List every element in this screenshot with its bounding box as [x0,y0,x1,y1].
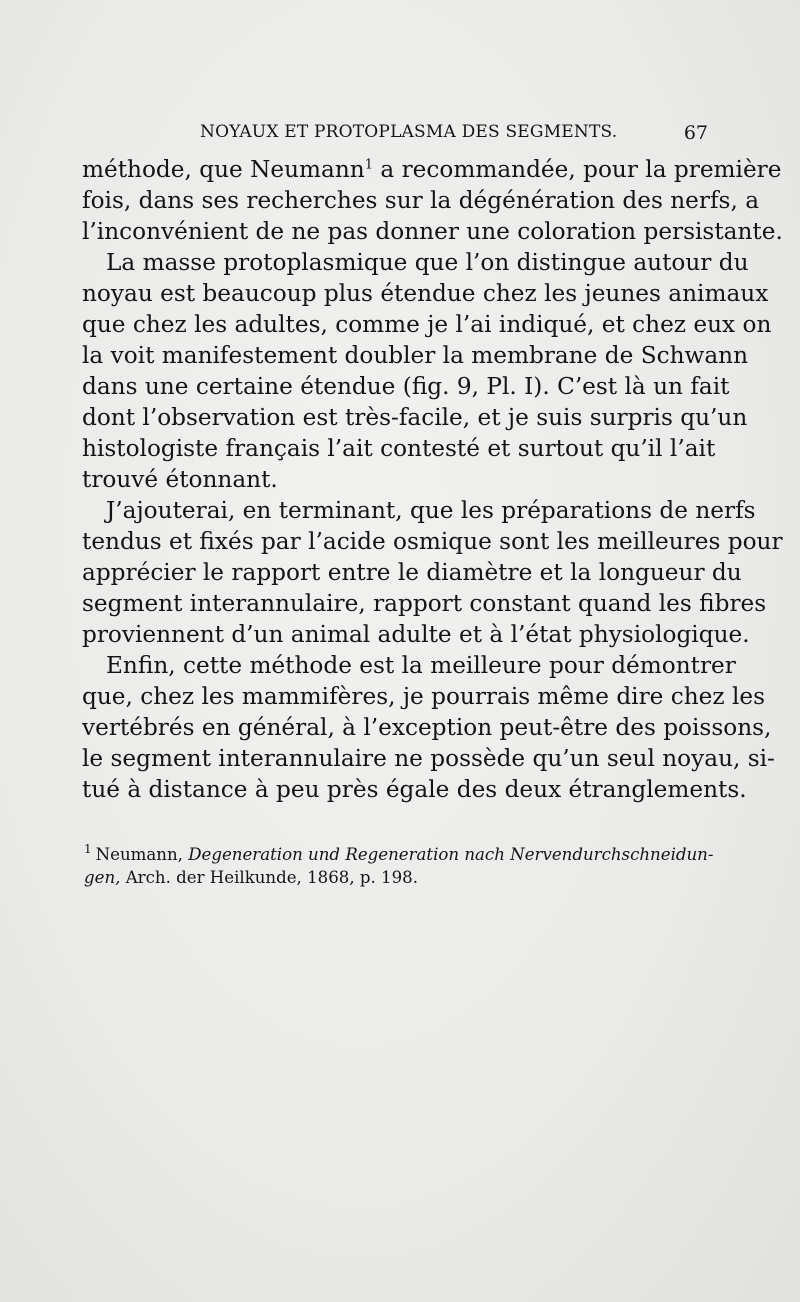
text-line: que chez les adultes, comme je l’ai indiqué, et chez eux on [82,311,772,338]
footnote-citation: Arch. der Heilkunde, 1868, p. 198. [125,868,419,887]
footnote-title-continued: gen, [84,868,121,887]
footnote-reference: 1 [364,157,374,173]
paragraph-2 [82,247,772,495]
footnote-title: Degeneration und Regeneration nach Nervendurchschneidun- [188,845,714,864]
footnote-author: Neumann, [95,845,183,864]
text-line: le segment interannulaire ne possède qu’un seul noyau, si- [82,745,775,772]
footnote-line [84,842,714,866]
footnote-mark: 1 [84,842,92,857]
text-line: La masse protoplasmique que l’on distingue autour du [106,249,749,276]
text-line: tué à distance à peu près égale des deux étranglements. [82,776,747,803]
text-line: fois, dans ses recherches sur la dégénération des nerfs, a [82,187,760,214]
text-line: apprécier le rapport entre le diamètre et la longueur du [82,559,742,586]
running-title: NOYAUX ET PROTOPLASMA DES SEGMENTS. [200,122,618,142]
body-text [82,154,783,805]
text-line: dans une certaine étendue (fig. 9, Pl. I). C’est là un fait [82,373,730,400]
text-line: histologiste français l’ait contesté et surtout qu’il l’ait [82,435,716,462]
footnote-line [84,866,708,889]
paragraph-3 [82,495,783,650]
paragraph-4 [82,650,775,805]
text-line: vertébrés en général, à l’exception peut-être des poissons, [82,714,772,741]
text-line: J’ajouterai, en terminant, que les préparations de nerfs [106,497,756,524]
page-number: 67 [683,122,708,144]
footnote [84,842,714,889]
text-line: la voit manifestement doubler la membrane de Schwann [82,342,749,369]
text-line: dont l’observation est très-facile, et je suis surpris qu’un [82,404,748,431]
text-line: trouvé étonnant. [82,466,278,493]
paragraph-1 [82,154,783,247]
text-line: que, chez les mammifères, je pourrais même dire chez les [82,683,766,710]
running-head [200,122,708,146]
text-line: noyau est beaucoup plus étendue chez les jeunes animaux [82,280,769,307]
text-line: tendus et fixés par l’acide osmique sont les meilleures pour [82,528,783,555]
text-line: méthode, que Neumann$^1$ a recommandée, pour la première [82,156,782,183]
text-line: Enfin, cette méthode est la meilleure pour démontrer [106,652,736,679]
text-line: segment interannulaire, rapport constant quand les fibres [82,590,767,617]
text-line: proviennent d’un animal adulte et à l’état physiologique. [82,621,750,648]
text-line: l’inconvénient de ne pas donner une coloration persistante. [82,218,783,245]
